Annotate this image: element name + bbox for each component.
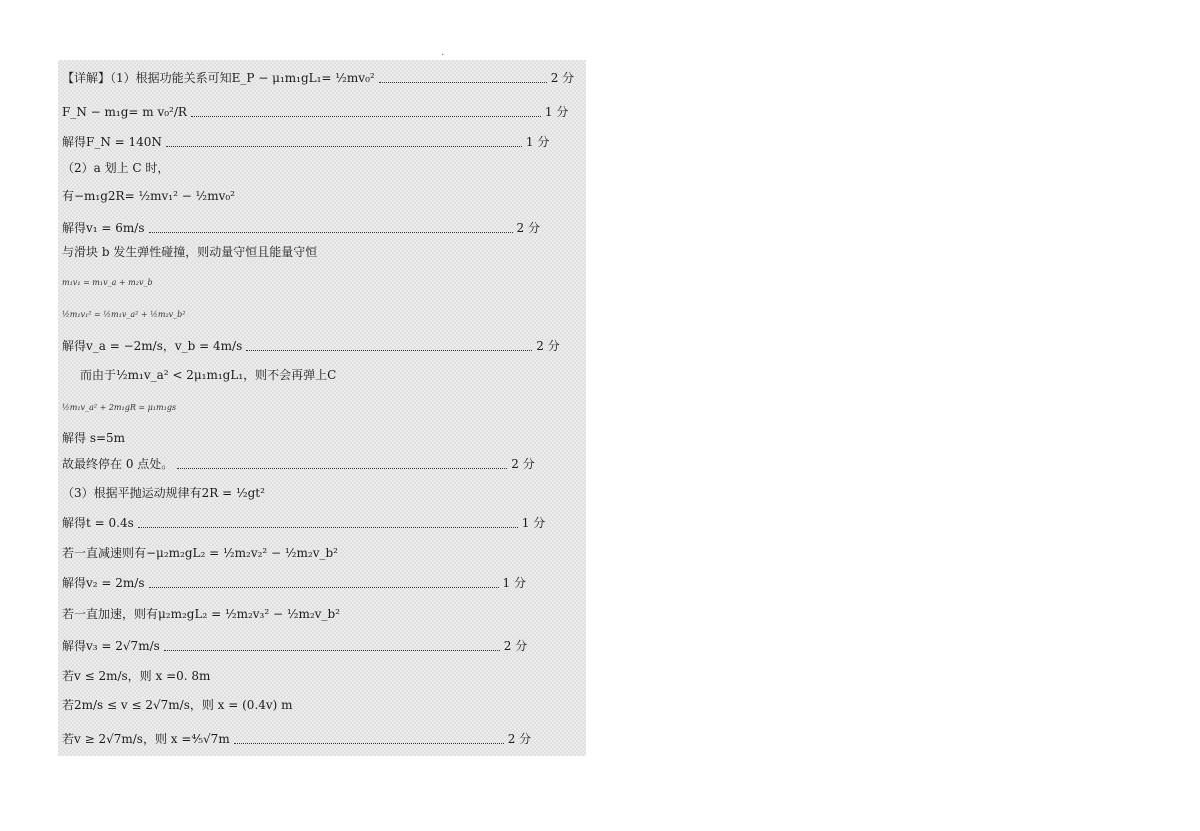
line-text: ½m₁v₁² = ½m₁v_a² + ½m₂v_b²	[62, 310, 186, 319]
leader-dots	[164, 650, 500, 651]
solution-line-1	[62, 70, 574, 86]
leader-dots	[379, 82, 547, 83]
line-text: 解得 s=5m	[62, 431, 126, 445]
line-text: F_N − m₁g= m v₀²/R	[62, 105, 187, 119]
line-text: 有−m₁g2R= ½mv₁² − ½mv₀²	[62, 189, 235, 203]
line-text: 解得v₁ = 6m/s	[62, 221, 145, 235]
solution-line-18	[62, 575, 526, 591]
solution-line-20	[62, 638, 527, 654]
leader-dots	[246, 350, 532, 351]
leader-dots	[177, 468, 507, 469]
line-text: 若v ≥ 2√7m/s，则 x =⁴⁄₅√7m	[62, 732, 230, 746]
line-text: 若一直减速则有−μ₂m₂gL₂ = ½m₂v₂² − ½m₂v_b²	[62, 546, 338, 560]
solution-line-16	[62, 515, 545, 531]
line-text: ½m₁v_a² + 2m₁gR = μ₁m₁gs	[62, 403, 177, 412]
solution-line-14	[62, 456, 535, 472]
solution-line-17	[62, 545, 338, 561]
solution-line-23	[62, 731, 531, 747]
leader-dots	[234, 743, 504, 744]
line-text: （3）根据平抛运动规律有2R = ½gt²	[62, 486, 265, 500]
line-text: （2）a 划上 C 时，	[62, 161, 170, 175]
line-text: 若v ≤ 2m/s，则 x =0. 8m	[62, 669, 211, 683]
line-text: 解得v₃ = 2√7m/s	[62, 639, 160, 653]
solution-line-8	[62, 275, 153, 291]
solution-line-15	[62, 485, 265, 501]
solution-line-5	[62, 188, 235, 204]
score-label: 1 分	[525, 135, 550, 149]
solution-line-19	[62, 606, 340, 622]
solution-line-10	[62, 338, 560, 354]
solution-line-6	[62, 220, 540, 236]
score-label: 2 分	[511, 457, 535, 471]
top-mark: ·	[441, 50, 445, 61]
line-text: 解得v₂ = 2m/s	[62, 576, 145, 590]
line-text: 解得v_a = −2m/s，v_b = 4m/s	[62, 339, 243, 353]
line-text: 而由于½m₁v_a² < 2μ₁m₁gL₁，则不会再弹上C	[80, 368, 337, 382]
score-label: 2 分	[550, 71, 575, 85]
line-text: 若一直加速，则有μ₂m₂gL₂ = ½m₂v₃² − ½m₂v_b²	[62, 607, 340, 621]
leader-dots	[149, 587, 499, 588]
leader-dots	[138, 527, 518, 528]
score-label: 2 分	[536, 339, 560, 353]
solution-line-4	[62, 160, 169, 176]
line-text: 解得F_N = 140N	[62, 135, 162, 149]
line-text: 解得t = 0.4s	[62, 516, 134, 530]
leader-dots	[149, 232, 513, 233]
solution-line-7	[62, 244, 317, 260]
solution-line-11	[80, 367, 336, 383]
score-label: 2 分	[503, 639, 528, 653]
solution-line-21	[62, 668, 210, 684]
solution-line-3	[62, 134, 549, 150]
score-label: 1 分	[544, 105, 569, 119]
line-text: 若2m/s ≤ v ≤ 2√7m/s，则 x = (0.4v) m	[62, 698, 293, 712]
score-label: 1 分	[521, 516, 546, 530]
leader-dots	[166, 146, 522, 147]
score-label: 1 分	[502, 576, 526, 590]
line-text: 故最终停在 0 点处。	[62, 457, 174, 471]
line-text: 【详解】（1）根据功能关系可知E_P − μ₁m₁gL₁= ½mv₀²	[62, 71, 375, 85]
leader-dots	[191, 116, 541, 117]
solution-line-12	[62, 400, 176, 416]
solution-line-2	[62, 104, 568, 120]
score-label: 2 分	[507, 732, 532, 746]
solution-line-9	[62, 307, 186, 323]
score-label: 2 分	[516, 221, 540, 235]
line-text: m₁v₁ = m₁v_a + m₂v_b	[62, 278, 153, 287]
solution-line-13	[62, 430, 125, 446]
solution-line-22	[62, 697, 293, 713]
line-text: 与滑块 b 发生弹性碰撞，则动量守恒且能量守恒	[62, 245, 318, 259]
